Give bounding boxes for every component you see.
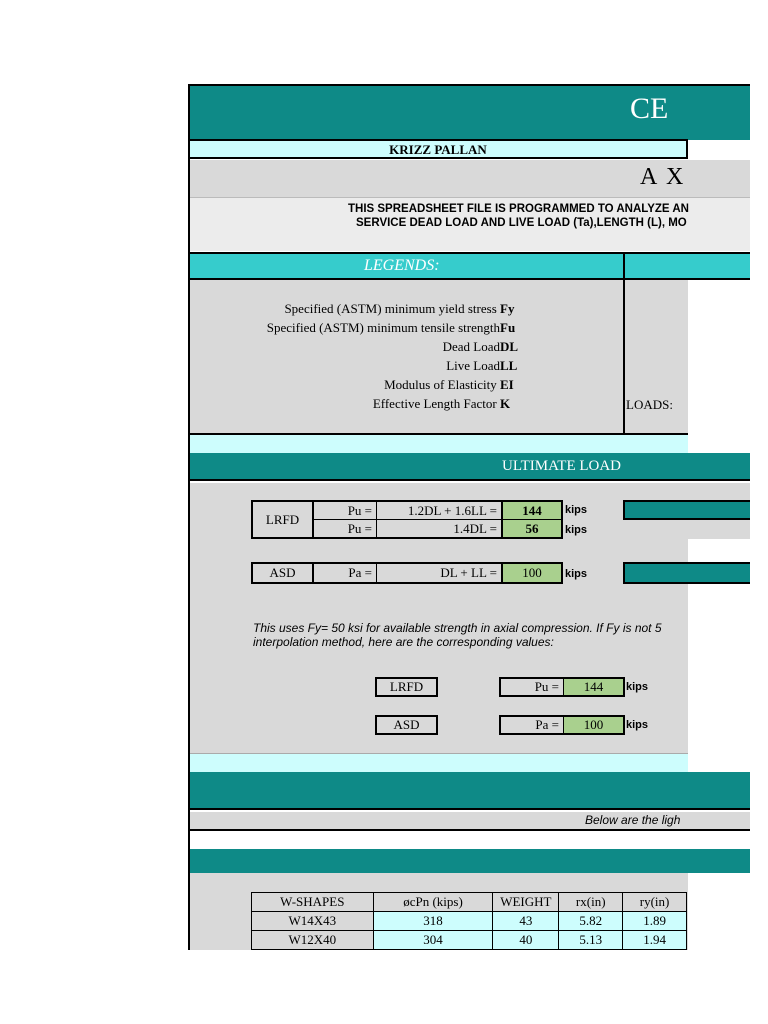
author-name: KRIZZ PALLAN [389, 142, 487, 157]
lrfd-label: LRFD [251, 500, 314, 539]
ultimate-header [190, 453, 750, 481]
lrfd-unit-1: kips [565, 504, 588, 516]
asd-value[interactable]: 100 [501, 562, 563, 584]
description-line-2: SERVICE DEAD LOAD AND LIVE LOAD (Ta),LENGTH (L), MO [356, 217, 687, 229]
cell-capacity: 304 [373, 931, 493, 950]
corr-asd-label: ASD [375, 715, 438, 735]
header-rx: rx(in) [559, 893, 623, 912]
cell-shape: W12X40 [252, 931, 374, 950]
cell-shape: W14X43 [252, 912, 374, 931]
legends-divider [623, 252, 625, 435]
subtitle: A X [640, 164, 686, 190]
legend-symbol: Fu [500, 320, 516, 335]
header-capacity: øcPn (kips) [373, 893, 493, 912]
table-row[interactable] [252, 912, 687, 931]
lrfd-formula-2: 1.4DL = [377, 520, 501, 539]
lrfd-var-1: Pu = [313, 500, 377, 520]
loads-label: LOADS: [626, 397, 673, 412]
corr-asd-value[interactable]: 100 [563, 715, 625, 735]
legend-item [190, 339, 520, 355]
spacer-row [190, 435, 688, 453]
legend-label: Live Load [446, 358, 500, 373]
legend-symbol: LL [500, 358, 518, 373]
cell-weight: 43 [493, 912, 559, 931]
note-line-1: This uses Fy= 50 ksi for available strength in axial compression. If Fy is not 5 [253, 621, 662, 635]
legend-label: Specified (ASTM) minimum tensile strength [266, 320, 500, 335]
cell-ry: 1.89 [623, 912, 687, 931]
legend-item [190, 301, 520, 317]
legend-item [190, 358, 520, 374]
legend-symbol: Fy [500, 301, 515, 316]
ultimate-title: ULTIMATE LOAD [502, 458, 622, 474]
header-ry: ry(in) [623, 893, 687, 912]
lrfd-formula-1: 1.2DL + 1.6LL = [377, 500, 501, 520]
asd-unit: kips [565, 568, 588, 580]
legend-item [190, 396, 520, 412]
asd-formula: DL + LL = [377, 562, 501, 584]
legends-header [190, 252, 750, 280]
corr-lrfd-unit: kips [626, 681, 649, 693]
lrfd-unit-2: kips [565, 523, 588, 536]
asd-var: Pa = [313, 562, 377, 584]
legend-label: Modulus of Elasticity [384, 377, 497, 392]
cell-weight: 40 [493, 931, 559, 950]
asd-label: ASD [251, 562, 314, 584]
description-line-1: THIS SPREADSHEET FILE IS PROGRAMMED TO ANALYZE AN [348, 203, 689, 215]
table-row[interactable] [252, 931, 687, 950]
legend-symbol: DL [500, 339, 519, 354]
section-header-3 [190, 849, 750, 873]
asd-result-bar [623, 562, 750, 584]
legend-symbol: EI [500, 377, 514, 392]
page-title: CE [630, 92, 669, 125]
corr-lrfd-var: Pu = [499, 677, 563, 697]
section-header-2 [190, 772, 750, 810]
cell-rx: 5.82 [559, 912, 623, 931]
header-wshapes: W-SHAPES [252, 893, 374, 912]
legend-label: Effective Length Factor [372, 396, 497, 411]
cell-ry: 1.94 [623, 931, 687, 950]
table-header-row [252, 893, 687, 912]
legend-item [190, 320, 520, 336]
legends-title: LEGENDS: [364, 257, 440, 274]
lrfd-value-1[interactable]: 144 [501, 500, 563, 520]
corr-lrfd-label: LRFD [375, 677, 438, 697]
wshapes-table [251, 892, 687, 950]
legend-label: Specified (ASTM) minimum yield stress [284, 301, 497, 316]
corr-asd-unit: kips [626, 719, 649, 731]
cell-capacity: 318 [373, 912, 493, 931]
legend-label: Dead Load [442, 339, 500, 354]
corr-asd-var: Pa = [499, 715, 563, 735]
lrfd-var-2: Pu = [313, 520, 377, 539]
below-note: Below are the ligh [585, 813, 681, 827]
header-weight: WEIGHT [493, 893, 559, 912]
legend-symbol: K [500, 396, 511, 411]
lrfd-result-bar [623, 500, 750, 520]
lrfd-value-2[interactable]: 56 [501, 520, 563, 539]
corr-lrfd-value[interactable]: 144 [563, 677, 625, 697]
cell-rx: 5.13 [559, 931, 623, 950]
legend-item [190, 377, 520, 393]
spacer-row-2 [190, 753, 688, 772]
note-line-2: interpolation method, here are the corresponding values: [253, 635, 554, 649]
